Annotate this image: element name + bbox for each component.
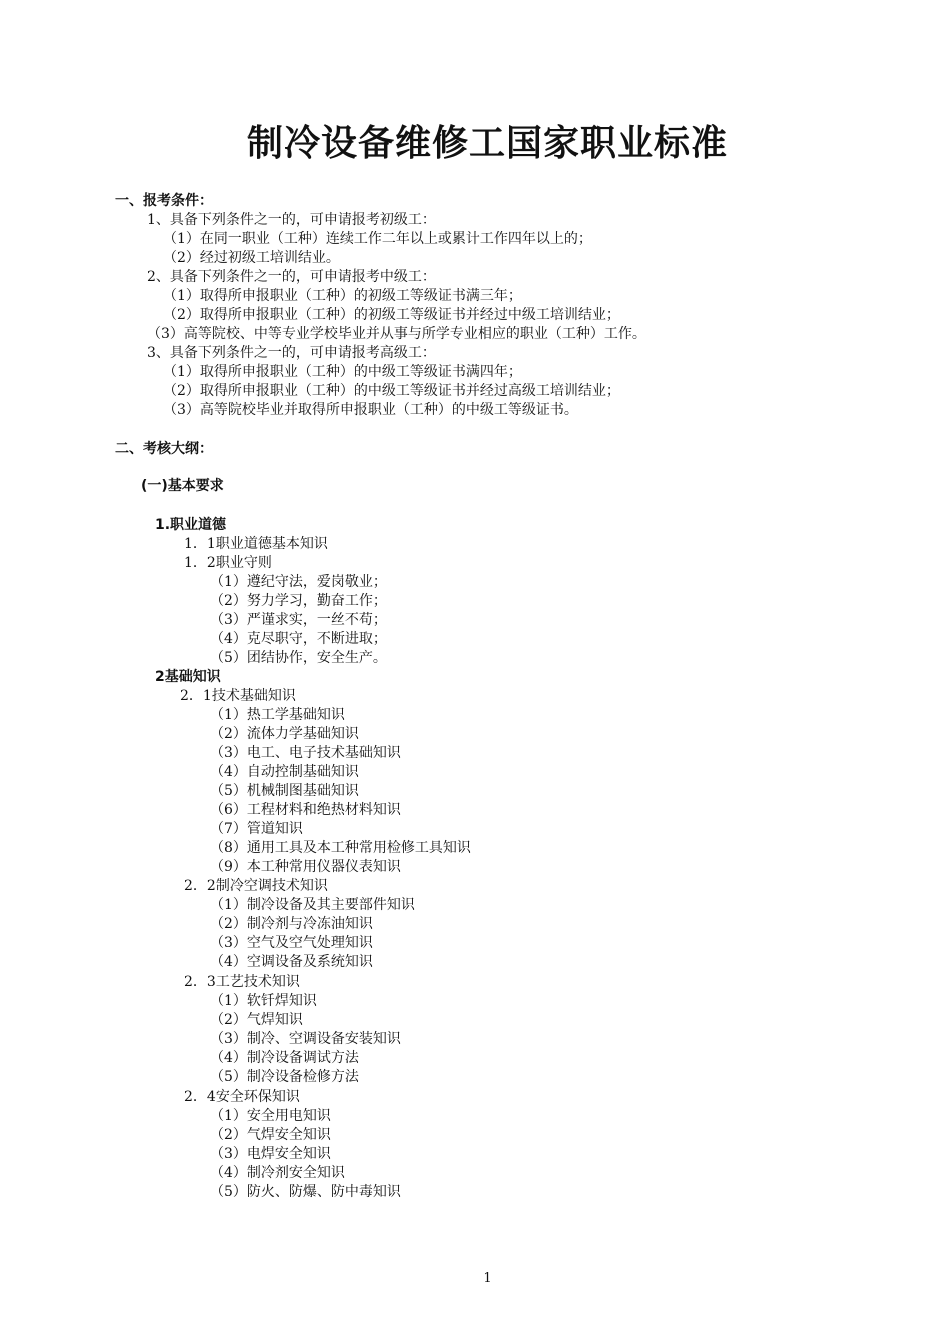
- text-line: （4）自动控制基础知识: [210, 764, 359, 780]
- text-line: （2）制冷剂与冷冻油知识: [210, 916, 373, 932]
- section-heading: (一)基本要求: [141, 478, 224, 494]
- section-heading: 二、考核大纲：: [115, 441, 213, 457]
- text-line: （2）气焊安全知识: [210, 1127, 331, 1143]
- text-line: 2．2制冷空调技术知识: [184, 878, 328, 894]
- text-line: （8）通用工具及本工种常用检修工具知识: [210, 840, 471, 856]
- text-line: （2）取得所申报职业（工种）的中级工等级证书并经过高级工培训结业；: [163, 383, 620, 399]
- text-line: （6）工程材料和绝热材料知识: [210, 802, 401, 818]
- text-line: （1）在同一职业（工种）连续工作二年以上或累计工作四年以上的；: [163, 231, 592, 247]
- text-line: （1）取得所申报职业（工种）的中级工等级证书满四年；: [163, 364, 522, 380]
- text-line: （7）管道知识: [210, 821, 303, 837]
- text-line: （1）取得所申报职业（工种）的初级工等级证书满三年；: [163, 288, 522, 304]
- text-line: （1）安全用电知识: [210, 1108, 331, 1124]
- text-line: （9）本工种常用仪器仪表知识: [210, 859, 401, 875]
- text-line: （3）空气及空气处理知识: [210, 935, 373, 951]
- text-line: （1）软钎焊知识: [210, 993, 317, 1009]
- text-line: 1．2职业守则: [184, 555, 272, 571]
- text-line: （4）空调设备及系统知识: [210, 954, 373, 970]
- text-line: （2）流体力学基础知识: [210, 726, 359, 742]
- text-line: （5）机械制图基础知识: [210, 783, 359, 799]
- text-line: （1）遵纪守法，爱岗敬业；: [210, 574, 387, 590]
- text-line: （4）克尽职守，不断进取；: [210, 631, 387, 647]
- text-line: （5）团结协作，安全生产。: [210, 650, 387, 666]
- text-line: 1、具备下列条件之一的，可申请报考初级工：: [147, 212, 436, 228]
- section-heading: 1.职业道德: [155, 517, 227, 533]
- text-line: （3）高等院校毕业并取得所申报职业（工种）的中级工等级证书。: [163, 402, 578, 418]
- section-heading: 一、报考条件：: [115, 193, 213, 209]
- text-line: （1）热工学基础知识: [210, 707, 345, 723]
- text-line: 3、具备下列条件之一的，可申请报考高级工：: [147, 345, 436, 361]
- text-line: （4）制冷设备调试方法: [210, 1050, 359, 1066]
- section-heading: 2基础知识: [155, 669, 221, 685]
- text-line: 2．4安全环保知识: [184, 1089, 300, 1105]
- text-line: （3）制冷、空调设备安装知识: [210, 1031, 401, 1047]
- text-line: 2．1技术基础知识: [180, 688, 296, 704]
- text-line: 2、具备下列条件之一的，可申请报考中级工：: [147, 269, 436, 285]
- text-line: 1．1职业道德基本知识: [184, 536, 328, 552]
- text-line: （2）经过初级工培训结业。: [163, 250, 340, 266]
- text-line: （1）制冷设备及其主要部件知识: [210, 897, 415, 913]
- text-line: （3）电焊安全知识: [210, 1146, 331, 1162]
- document-title: 制冷设备维修工国家职业标准: [246, 123, 728, 164]
- text-line: （4）制冷剂安全知识: [210, 1165, 345, 1181]
- text-line: （3）电工、电子技术基础知识: [210, 745, 401, 761]
- text-line: （2）气焊知识: [210, 1012, 303, 1028]
- text-line: （5）防火、防爆、防中毒知识: [210, 1184, 401, 1200]
- text-line: （2）取得所申报职业（工种）的初级工等级证书并经过中级工培训结业；: [163, 307, 620, 323]
- text-line: （3）严谨求实，一丝不苟；: [210, 612, 387, 628]
- text-line: 2．3工艺技术知识: [184, 974, 300, 990]
- text-line: （2）努力学习，勤奋工作；: [210, 593, 387, 609]
- text-line: （3）高等院校、中等专业学校毕业并从事与所学专业相应的职业（工种）工作。: [147, 326, 646, 342]
- page-number: 1: [483, 1271, 492, 1286]
- text-line: （5）制冷设备检修方法: [210, 1069, 359, 1085]
